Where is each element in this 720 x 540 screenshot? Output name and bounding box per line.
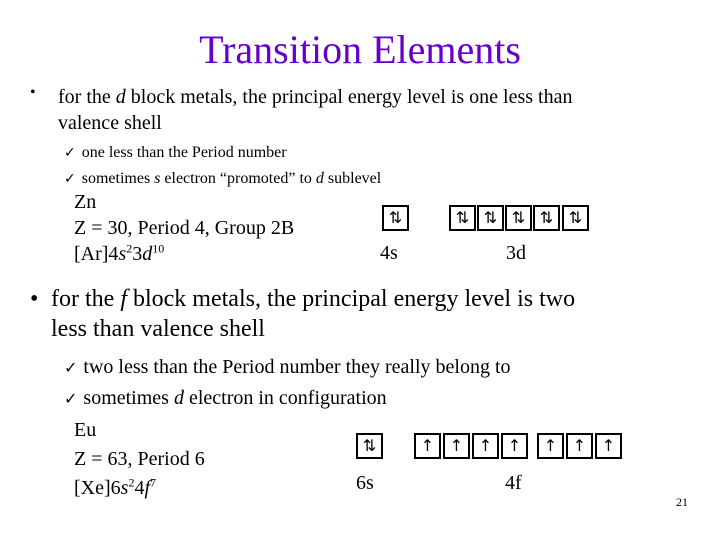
zn-3d-orbital-box: ⇅ <box>533 205 560 231</box>
bullet-2-subs <box>64 352 511 414</box>
bullet-2-pre: for the <box>51 286 121 312</box>
zn-config-s: s <box>118 243 127 265</box>
sub-item-4-pre: sometimes <box>83 387 174 409</box>
zn-3d-orbital-box: ⇅ <box>505 205 532 231</box>
zn-3d-label: 3d <box>506 242 526 264</box>
bullet-2-text <box>51 284 575 344</box>
eu-info: Z = 63, Period 6 <box>74 448 205 470</box>
eu-6s-label: 6s <box>356 472 374 494</box>
sub-item-4 <box>64 383 511 414</box>
sub-item-2-pre: sometimes <box>81 170 155 187</box>
eu-4f-orbital-box: ↑ <box>595 433 622 459</box>
bullet-1-text <box>58 84 573 136</box>
zn-3d-orbital-box: ⇅ <box>477 205 504 231</box>
eu-4f-orbital-box: ↑ <box>443 433 470 459</box>
zn-4s-orbital-box: ⇅ <box>382 205 409 231</box>
eu-config-f-sup: 7 <box>150 475 156 490</box>
zn-info: Z = 30, Period 4, Group 2B <box>74 217 295 239</box>
eu-4f-orbital-box: ↑ <box>501 433 528 459</box>
zn-config <box>74 241 294 267</box>
sub-item-2-post: sublevel <box>323 170 382 187</box>
sub-item-3-text: two less than the Period number they really belong to <box>83 356 511 378</box>
sub-item-2-italic1: s <box>154 170 161 187</box>
eu-4f-orbital-box: ↑ <box>414 433 441 459</box>
bullet-1-italic: d <box>115 86 126 108</box>
zn-3d-orbital-box: ⇅ <box>449 205 476 231</box>
eu-config-s-sup: 2 <box>128 475 135 490</box>
bullet-2-post: block metals, the principal energy level is two <box>126 286 576 312</box>
zn-symbol: Zn <box>74 191 97 213</box>
eu-config-pre: [Xe]6 <box>74 477 121 499</box>
zn-config-d: d <box>142 243 153 265</box>
page-title: Transition Elements <box>199 27 521 72</box>
zn-3d-orbital-box: ⇅ <box>562 205 589 231</box>
eu-6s-orbital-box: ⇅ <box>356 433 383 459</box>
check-icon: ✓ <box>64 358 78 377</box>
zn-config-mid: 3 <box>132 243 143 265</box>
check-icon: ✓ <box>64 145 76 161</box>
check-icon: ✓ <box>64 171 76 187</box>
bullet-1-subs <box>64 140 381 192</box>
eu-symbol: Eu <box>74 419 97 441</box>
bullet-1-line2: valence shell <box>58 112 162 134</box>
eu-4f-label: 4f <box>505 472 522 494</box>
page-number: 21 <box>676 495 688 509</box>
check-icon: ✓ <box>64 389 78 408</box>
sub-item-4-post: electron in configuration <box>183 387 387 409</box>
eu-4f-orbital-box: ↑ <box>472 433 499 459</box>
sub-item-2-mid: electron “promoted” to <box>160 170 316 187</box>
bullet-1-post: block metals, the principal energy level is one less than <box>125 86 573 108</box>
eu-config-mid: 4 <box>134 477 145 499</box>
eu-config <box>74 474 205 503</box>
bullet-2-line2: less than valence shell <box>51 316 265 342</box>
eu-config-f: f <box>144 477 150 499</box>
eu-example <box>74 416 205 503</box>
bullet-dot: • <box>30 84 36 101</box>
zn-4s-label: 4s <box>380 242 398 264</box>
bullet-dot: • <box>30 286 39 312</box>
sub-item-1-text: one less than the Period number <box>81 144 287 161</box>
eu-config-s: s <box>120 477 129 499</box>
zn-config-pre: [Ar]4 <box>74 243 119 265</box>
zn-config-d-sup: 10 <box>152 241 165 256</box>
eu-4f-orbital-box: ↑ <box>566 433 593 459</box>
bullet-2-italic: f <box>120 286 127 312</box>
sub-item-2-italic2: d <box>315 170 324 187</box>
bullet-1-pre: for the <box>58 86 116 108</box>
sub-item-4-italic: d <box>173 387 184 409</box>
eu-4f-orbital-box: ↑ <box>537 433 564 459</box>
zn-example <box>74 189 294 267</box>
sub-item-1 <box>64 140 381 166</box>
sub-item-3 <box>64 352 511 383</box>
zn-config-s-sup: 2 <box>126 241 133 256</box>
